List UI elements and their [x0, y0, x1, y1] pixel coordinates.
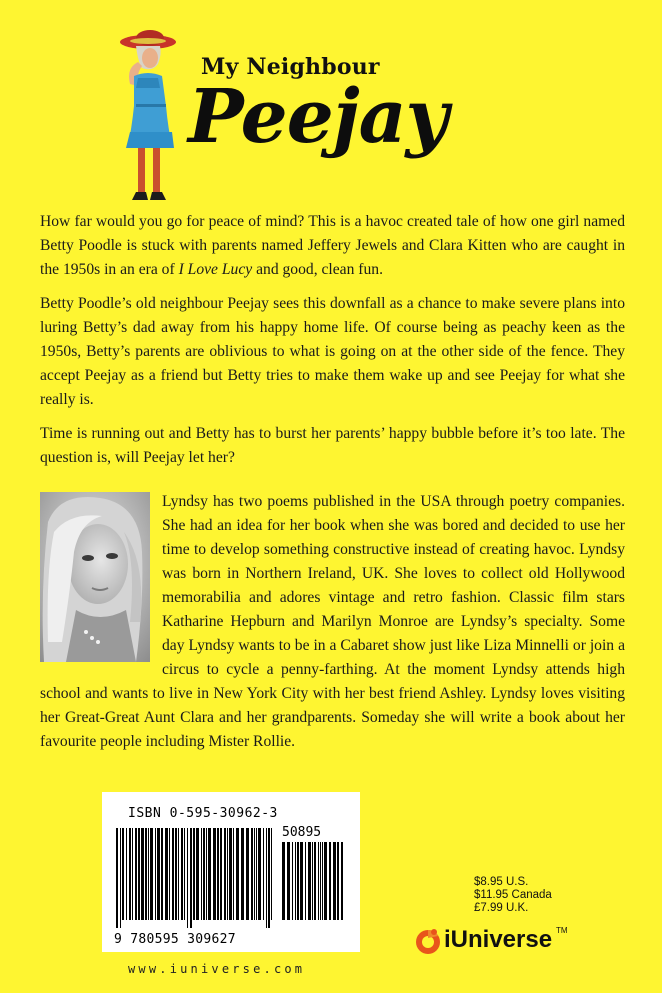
barcode-bar	[258, 828, 261, 920]
price-uk: £7.99 U.K.	[474, 902, 529, 914]
barcode-bar	[150, 828, 153, 920]
author-bio	[40, 490, 625, 754]
barcode-bar	[227, 828, 228, 920]
barcode-bar	[312, 842, 313, 920]
barcode-bar	[161, 828, 163, 920]
barcode-bar	[217, 828, 219, 920]
barcode-bar	[141, 828, 144, 920]
barcode-bar	[295, 842, 296, 920]
publisher-name: iUniverse	[444, 926, 553, 953]
barcode-bar	[116, 828, 118, 928]
blurb-text: and good, clean fun.	[252, 261, 383, 278]
barcode-bar	[246, 828, 249, 920]
barcode-bar	[318, 842, 319, 920]
publisher-website: www.iuniverse.com	[128, 962, 306, 976]
barcode-bar	[122, 828, 124, 920]
blurb-paragraph	[40, 292, 625, 412]
barcode-bar	[324, 842, 327, 920]
book-blurb	[40, 210, 625, 480]
barcode-bar	[193, 828, 195, 920]
barcode-bar	[181, 828, 183, 920]
barcode-bar	[213, 828, 216, 920]
barcode-bar	[266, 828, 267, 928]
barcode-bar	[224, 828, 226, 920]
barcode-bar	[135, 828, 137, 920]
barcode-bar	[157, 828, 160, 920]
barcode-bar	[178, 828, 179, 920]
barcode-bar	[196, 828, 199, 920]
barcode-bar	[229, 828, 232, 920]
barcode-bar	[236, 828, 239, 920]
barcode-bar	[126, 828, 127, 920]
book-title: Peejay	[188, 74, 448, 160]
price-us: $8.95 U.S.	[474, 876, 529, 888]
price-code: 50895	[282, 825, 322, 840]
barcode-bar	[203, 828, 205, 920]
blurb-paragraph	[40, 210, 625, 282]
barcode-bar	[271, 828, 272, 920]
book-subtitle: My Neighbour	[201, 54, 380, 80]
author-bio-text: Lyndsy has two poems published in the USA through poetry companies. She had an idea for her book when she was bored and decided to use her time to develop something constructive instead of creating havoc. Lyndsy was born in Northern Ireland, UK. She loves to collect old Hollywood memorabilia and adores vintage and retro fashion. Classic film stars Katharine Hepburn and Marilyn Monroe are Lyndsy’s specialty. Some day Lyndsy wants to be in a Cabaret show just like Liza Minnelli or join a circus to cycle a penny-farthing. At the moment Lyndsy attends high school and wants to live in New York City with her best friend Ashley. Lyndsy loves visiting her Great-Great Aunt Clara and her grandparents. Someday she will write a book about her favourite people including Mister Rollie.	[40, 493, 625, 750]
barcode-bar	[155, 828, 156, 920]
barcode-bar	[268, 828, 270, 928]
barcode-bar	[333, 842, 336, 920]
barcode-bar	[292, 842, 293, 920]
barcode-bar	[165, 828, 168, 920]
barcode-bar	[287, 842, 290, 920]
barcode-bar	[329, 842, 331, 920]
barcode-bar	[120, 828, 121, 928]
iuniverse-logo-icon	[414, 926, 442, 956]
barcode-bar	[251, 828, 253, 920]
barcode-bar	[263, 828, 264, 920]
barcode-bar	[233, 828, 234, 920]
ean-number: 9 780595 309627	[114, 932, 236, 947]
barcode-bar	[132, 828, 133, 920]
barcode-bar	[138, 828, 140, 920]
barcode-bar	[145, 828, 147, 920]
barcode-bar	[148, 828, 149, 920]
woman-illustration	[108, 28, 188, 208]
barcode-bar	[337, 842, 339, 920]
barcode-bar	[206, 828, 207, 920]
barcode-bar	[220, 828, 222, 920]
barcode-bar	[129, 828, 131, 920]
barcode-bar	[190, 828, 192, 928]
price-canada: $11.95 Canada	[474, 889, 552, 901]
barcode-bar	[300, 842, 303, 920]
barcode-bar	[320, 842, 321, 920]
barcode-bar	[241, 828, 244, 920]
barcode-bar	[169, 828, 170, 920]
blurb-text: Betty Poodle’s old neighbour Peejay sees this downfall as a chance to make severe plans into luring Betty’s dad away from his happy home life. Of course being as peachy keen as the 1950s, Betty’s parents are oblivious to what is going on at the other side of the fence. They accept Peejay as a friend but Betty tries to make them wake up and see Peejay for what she really is.	[40, 295, 625, 408]
isbn-label: ISBN 0-595-30962-3	[128, 806, 278, 821]
barcode-bar	[254, 828, 255, 920]
barcode-bar	[341, 842, 343, 920]
barcode-bar	[201, 828, 202, 920]
blurb-text: How far would you go for peace of mind? This is a havoc created tale of how one girl named Betty Poodle is stuck with parents named Jeffery Jewels and Clara Kitten who are caught in the 1950s in an era of	[40, 213, 625, 278]
barcode-bar	[208, 828, 211, 920]
barcode-bar	[175, 828, 177, 920]
barcode-bar	[256, 828, 257, 920]
barcode-bar	[297, 842, 299, 920]
blurb-paragraph	[40, 422, 625, 470]
barcode-bar	[187, 828, 188, 928]
author-photo	[40, 492, 150, 662]
barcode-bar	[184, 828, 185, 920]
barcode-bar	[308, 842, 311, 920]
barcode	[102, 792, 360, 952]
price-list	[474, 876, 552, 915]
trademark: TM	[556, 926, 568, 935]
addon-bars	[280, 842, 346, 928]
blurb-text: Time is running out and Betty has to burst her parents’ happy bubble before it’s too late. The question is, will Peejay let her?	[40, 425, 625, 466]
barcode-bar	[322, 842, 323, 920]
barcode-bar	[314, 842, 316, 920]
barcode-bar	[305, 842, 306, 920]
barcode-bar	[282, 842, 285, 920]
ean-bars	[114, 828, 274, 928]
barcode-bar	[172, 828, 174, 920]
blurb-italic-title: I Love Lucy	[178, 261, 253, 278]
